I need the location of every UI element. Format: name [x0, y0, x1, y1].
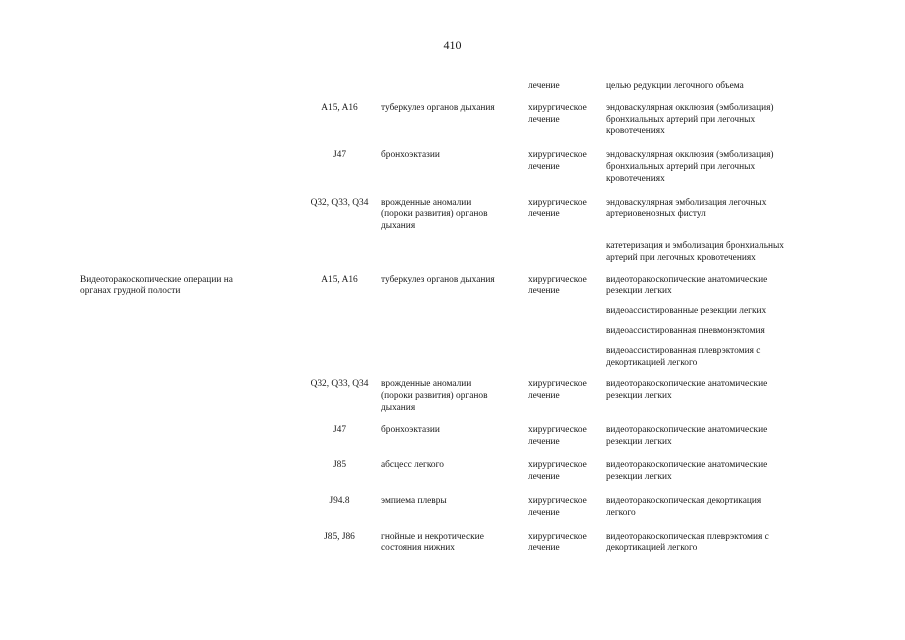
- procedure-group-name: [80, 81, 298, 103]
- icd-code: A15, A16: [321, 102, 358, 113]
- icd-code: A15, A16: [321, 274, 358, 285]
- procedure-group-name: [80, 306, 298, 326]
- procedure-group-name: [80, 326, 298, 346]
- treatment-method: эндоваскулярная окклюзия (эмболизация) бронхиальных артерий при легочных кровотечениях: [606, 102, 774, 137]
- icd-code: J85: [332, 460, 347, 471]
- table-row: [80, 103, 831, 150]
- treatment-type: [528, 326, 606, 346]
- procedure-group-name: Видеоторакоскопические операции на органах грудной полости: [80, 274, 233, 297]
- treatment-type: хирургическое лечение: [528, 150, 587, 172]
- table-row: [80, 425, 831, 461]
- icd-code: [298, 346, 381, 380]
- icd-code: [298, 306, 381, 326]
- patient-model: [381, 241, 528, 275]
- table-row: [80, 326, 831, 346]
- patient-model: [381, 326, 528, 346]
- procedure-group-name: [80, 379, 298, 424]
- patient-model: гнойные и некротические состояния нижних: [381, 531, 484, 554]
- treatment-method: видеоассистированные резекции легких: [606, 306, 767, 317]
- icd-code: [298, 326, 381, 346]
- table-row: [80, 460, 831, 496]
- patient-model: бронхоэктазии: [381, 424, 440, 435]
- treatment-method: видеоторакоскопические анатомические резекции легких: [606, 460, 768, 483]
- procedure-group-name: [80, 150, 298, 197]
- treatment-method: видеоторакоскопическая декортикация легкого: [606, 495, 762, 518]
- treatment-type: лечение: [528, 81, 560, 91]
- patient-model: врожденные аномалии (пороки развития) органов дыхания: [381, 197, 488, 232]
- table-row: [80, 306, 831, 326]
- patient-model: врожденные аномалии (пороки развития) органов дыхания: [381, 379, 488, 413]
- procedure-group-name: [80, 532, 298, 556]
- icd-code: J47: [332, 424, 347, 435]
- treatment-method: катетеризация и эмболизация бронхиальных артерий при легочных кровотечениях: [606, 240, 784, 263]
- icd-code: [298, 81, 381, 103]
- treatment-method: видеоторакоскопические анатомические резекции легких: [606, 379, 768, 402]
- treatment-type: хирургическое лечение: [528, 197, 587, 220]
- icd-code: [298, 241, 381, 275]
- treatment-method: видеоторакоскопическая плеврэктомия с декортикацией легкого: [606, 531, 769, 554]
- treatment-type: хирургическое лечение: [528, 531, 587, 554]
- table-row: [80, 81, 831, 103]
- patient-model: эмпиема плевры: [381, 495, 447, 506]
- patient-model: бронхоэктазии: [381, 150, 440, 161]
- table-row: [80, 241, 831, 275]
- table-row: [80, 379, 831, 424]
- icd-code: J94.8: [329, 495, 350, 506]
- icd-code: Q32, Q33, Q34: [310, 379, 369, 390]
- table-row: [80, 496, 831, 532]
- procedure-group-name: [80, 103, 298, 150]
- procedure-group-name: [80, 241, 298, 275]
- patient-model: [381, 346, 528, 380]
- patient-model: [381, 306, 528, 326]
- procedure-group-name: [80, 496, 298, 532]
- table-row: [80, 346, 831, 380]
- treatment-method: эндоваскулярная окклюзия (эмболизация) бронхиальных артерий при легочных кровотечениях: [606, 150, 774, 184]
- patient-model: туберкулез органов дыхания: [381, 102, 495, 113]
- icd-code: Q32, Q33, Q34: [310, 197, 369, 208]
- icd-code: J85, J86: [324, 531, 355, 542]
- treatment-type: хирургическое лечение: [528, 495, 587, 518]
- table-row: [80, 198, 831, 241]
- page-number: 410: [443, 38, 462, 52]
- patient-model: абсцесс легкого: [381, 460, 444, 471]
- treatment-method: видеоассистированная плеврэктомия с декортикацией легкого: [606, 345, 761, 368]
- patient-model: [381, 81, 528, 103]
- procedure-group-name: [80, 460, 298, 496]
- treatment-method: целью редукции легочного объема: [606, 81, 744, 91]
- treatment-method: эндоваскулярная эмболизация легочных артериовенозных фистул: [606, 197, 767, 220]
- procedure-group-name: [80, 346, 298, 380]
- treatment-type: хирургическое лечение: [528, 379, 587, 402]
- patient-model: туберкулез органов дыхания: [381, 274, 495, 285]
- treatment-type: хирургическое лечение: [528, 274, 587, 297]
- treatment-method: видеоторакоскопические анатомические резекции легких: [606, 274, 768, 297]
- treatment-type: [528, 306, 606, 326]
- treatment-method: видеоассистированная пневмонэктомия: [606, 325, 765, 336]
- treatment-type: [528, 346, 606, 380]
- table-row: [80, 275, 831, 307]
- procedures-table: [80, 81, 831, 555]
- table-row: [80, 150, 831, 197]
- treatment-type: хирургическое лечение: [528, 102, 587, 125]
- table-row: [80, 532, 831, 556]
- icd-code: J47: [332, 150, 347, 161]
- treatment-type: [528, 241, 606, 275]
- treatment-method: видеоторакоскопические анатомические резекции легких: [606, 424, 768, 447]
- procedure-group-name: [80, 198, 298, 241]
- procedure-group-name: [80, 425, 298, 461]
- treatment-type: хирургическое лечение: [528, 460, 587, 483]
- treatment-type: хирургическое лечение: [528, 424, 587, 447]
